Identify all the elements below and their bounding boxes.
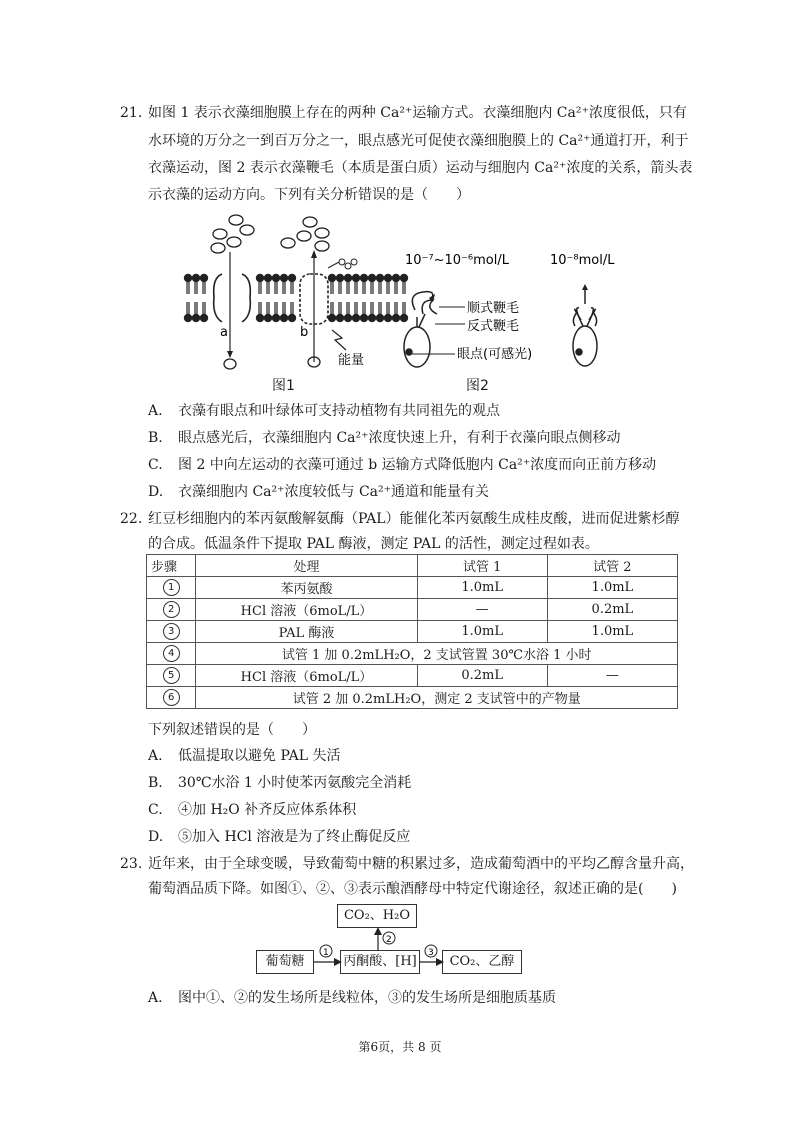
conc-right: 10⁻⁸mol/L bbox=[550, 253, 615, 268]
tube-1-cell: — bbox=[417, 599, 547, 621]
treatment-cell: PAL 酶液 bbox=[196, 621, 417, 643]
q23-number: 23. bbox=[120, 856, 143, 872]
q22-option-b bbox=[148, 773, 411, 793]
alga-right bbox=[573, 284, 597, 366]
tube-2-cell: — bbox=[547, 665, 677, 687]
header-tube-2: 试管 2 bbox=[547, 555, 677, 577]
option-text: 图中①、②的发生场所是线粒体，③的发生场所是细胞质基质 bbox=[178, 990, 556, 1006]
tube-2-cell: 0.2mL bbox=[547, 599, 677, 621]
q21-figure-1 bbox=[182, 212, 412, 372]
table-header-row bbox=[147, 555, 678, 577]
header-treatment: 处理 bbox=[196, 555, 417, 577]
tube-1-cell: 1.0mL bbox=[417, 621, 547, 643]
table-row bbox=[147, 665, 678, 687]
table-row bbox=[147, 577, 678, 599]
q22-option-d bbox=[148, 827, 410, 847]
tube-2-cell: 1.0mL bbox=[547, 577, 677, 599]
option-text: 眼点感光后，衣藻细胞内 Ca²⁺浓度快速上升，有利于衣藻向眼点侧移动 bbox=[178, 430, 621, 446]
page-footer: 第6页，共 8 页 bbox=[358, 1040, 442, 1054]
alga-left bbox=[404, 292, 437, 367]
q22-stem-line-1: 红豆杉细胞内的苯丙氨酸解氨酶（PAL）能催化苯丙氨酸生成桂皮酸，进而促进紫杉醇 bbox=[148, 511, 680, 527]
option-label: B. bbox=[148, 775, 163, 791]
q21-stem-line-2: 水环境的万分之一到百万分之一，眼点感光可促使衣藻细胞膜上的 Ca²⁺通道打开，利于 bbox=[148, 133, 689, 149]
tube-2-cell: 1.0mL bbox=[547, 621, 677, 643]
q22-option-a bbox=[148, 746, 340, 766]
option-label: B. bbox=[148, 430, 163, 446]
cis-flagella-label: 顺式鞭毛 bbox=[467, 301, 520, 316]
step-number: 5 bbox=[163, 667, 180, 684]
metabolic-arrows bbox=[250, 900, 550, 980]
conc-left: 10⁻⁷~10⁻⁶mol/L bbox=[405, 253, 509, 268]
table-row bbox=[147, 687, 678, 709]
trans-flagella-label: 反式鞭毛 bbox=[467, 319, 520, 334]
step-number: 3 bbox=[163, 623, 180, 640]
figure-2-caption: 图2 bbox=[466, 378, 489, 394]
figure-1-caption: 图1 bbox=[272, 378, 295, 394]
step-number: 1 bbox=[163, 579, 180, 596]
energy-label: 能量 bbox=[338, 353, 365, 368]
step-number: 4 bbox=[163, 645, 180, 662]
treatment-cell: 苯丙氨酸 bbox=[196, 577, 417, 599]
eyespot-label: 眼点(可感光) bbox=[457, 347, 533, 362]
option-text: ⑤加入 HCl 溶液是为了终止酶促反应 bbox=[178, 829, 411, 845]
step-3-label: 3 bbox=[428, 948, 434, 958]
q23-stem-line-2: 葡萄酒品质下降。如图①、②、③表示酿酒酵母中特定代谢途径，叙述正确的是( ) bbox=[148, 881, 677, 897]
option-text: ④加 H₂O 补齐反应体系体积 bbox=[178, 802, 357, 818]
option-label: D. bbox=[148, 484, 164, 500]
table-row bbox=[147, 621, 678, 643]
label-a: a bbox=[220, 325, 228, 340]
co2-h2o-box: CO₂、H₂O bbox=[337, 904, 417, 928]
step-2-label: 2 bbox=[386, 935, 392, 945]
table-row bbox=[147, 599, 678, 621]
q21-stem-line-1: 如图 1 表示衣藻细胞膜上存在的两种 Ca²⁺运输方式。衣藻细胞内 Ca²⁺浓度很低，只有 bbox=[148, 105, 687, 121]
glucose-box: 葡萄糖 bbox=[256, 950, 314, 974]
option-label: D. bbox=[148, 829, 164, 845]
q21-option-b bbox=[148, 428, 621, 448]
option-text: 衣藻细胞内 Ca²⁺浓度较低与 Ca²⁺通道和能量有关 bbox=[178, 484, 490, 500]
q21-option-a bbox=[148, 401, 500, 421]
option-text: 低温提取以避免 PAL 失活 bbox=[178, 748, 341, 764]
q21-stem-line-3: 衣藻运动，图 2 表示衣藻鞭毛（本质是蛋白质）运动与细胞内 Ca²⁺浓度的关系，箭头表 bbox=[148, 160, 693, 176]
q22-option-c bbox=[148, 800, 356, 820]
option-text: 图 2 中向左运动的衣藻可通过 b 运输方式降低胞内 Ca²⁺浓度而向正前方移动 bbox=[178, 457, 657, 473]
q21-figure-2 bbox=[385, 242, 625, 372]
option-label: A. bbox=[148, 403, 163, 419]
q21-number: 21. bbox=[120, 105, 143, 121]
q21-option-c bbox=[148, 455, 656, 475]
pal-procedure-table bbox=[146, 554, 678, 709]
calcium-ions-outside bbox=[211, 215, 329, 253]
q21-option-d bbox=[148, 482, 489, 502]
header-step: 步骤 bbox=[147, 555, 196, 577]
pyruvate-box: 丙酮酸、[H] bbox=[340, 950, 420, 974]
q23-stem-line-1: 近年来，由于全球变暖，导致葡萄中糖的积累过多，造成葡萄酒中的平均乙醇含量升高， bbox=[148, 856, 694, 872]
option-label: A. bbox=[148, 990, 163, 1006]
tube-1-cell: 1.0mL bbox=[417, 577, 547, 599]
q22-stem-after: 下列叙述错误的是（ ） bbox=[148, 722, 316, 738]
step-1-label: 1 bbox=[323, 948, 329, 958]
step-number: 6 bbox=[163, 689, 180, 706]
table-row bbox=[147, 643, 678, 665]
q22-number: 22. bbox=[120, 511, 143, 527]
option-label: C. bbox=[148, 802, 163, 818]
option-label: A. bbox=[148, 748, 163, 764]
header-tube-1: 试管 1 bbox=[417, 555, 547, 577]
treatment-cell: HCl 溶液（6moL/L） bbox=[196, 665, 417, 687]
merged-cell: 试管 1 加 0.2mLH₂O，2 支试管置 30℃水浴 1 小时 bbox=[196, 643, 678, 665]
q22-stem-line-2: 的合成。低温条件下提取 PAL 酶液，测定 PAL 的活性，测定过程如表。 bbox=[148, 536, 599, 552]
tube-1-cell: 0.2mL bbox=[417, 665, 547, 687]
option-text: 30℃水浴 1 小时使苯丙氨酸完全消耗 bbox=[178, 775, 412, 791]
q21-stem-line-4: 示衣藻的运动方向。下列有关分析错误的是（ ） bbox=[148, 187, 470, 203]
merged-cell: 试管 2 加 0.2mLH₂O，测定 2 支试管中的产物量 bbox=[196, 687, 678, 709]
option-label: C. bbox=[148, 457, 163, 473]
energy-bolt-icon bbox=[332, 330, 346, 350]
q23-option-a bbox=[148, 988, 556, 1008]
option-text: 衣藻有眼点和叶绿体可支持动植物有共同祖先的观点 bbox=[178, 403, 500, 419]
step-number: 2 bbox=[163, 601, 180, 618]
calcium-channel-a bbox=[214, 274, 251, 322]
label-b: b bbox=[300, 325, 309, 340]
ethanol-box: CO₂、乙醇 bbox=[442, 950, 522, 974]
treatment-cell: HCl 溶液（6moL/L） bbox=[196, 599, 417, 621]
